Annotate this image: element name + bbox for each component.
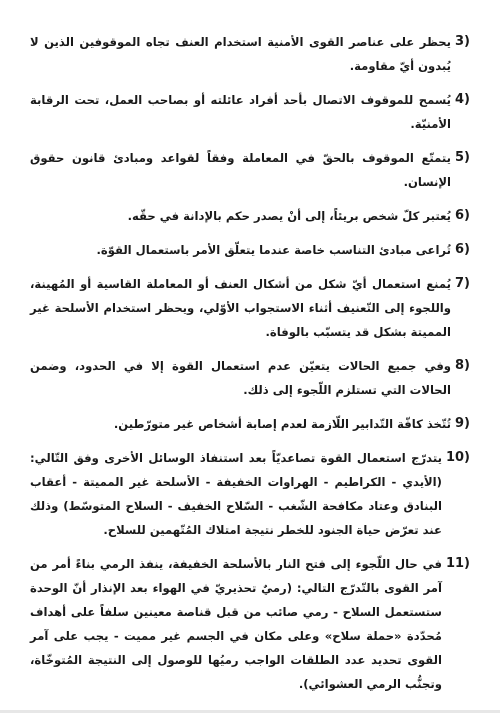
list-item [30,354,470,402]
item-text: يُعتبر كلّ شخص بريئاً، إلى أنْ يصدر حكم بالإدانة في حقّه. [127,209,451,223]
item-number: 7) [455,276,470,291]
item-text: يتمتّع الموقوف بالحقّ في المعاملة وفقاً لقواعد ومبادئ قانون حقوق الإنسان. [30,151,451,189]
item-number: 4) [455,92,470,107]
list-item [30,30,470,78]
item-number: 6) [455,208,470,223]
item-text: يُسمح للموقوف الاتصال بأحد أفراد عائلته أو بصاحب العمل، تحت الرقابة الأمنيّة. [30,93,451,131]
item-text: في حال اللّجوء إلى فتح النار بالأسلحة الخفيفة، ينفذ الرمي بناءً أمر من آمر القوى بالتّدرّج التالي: (رميٌ تحذيريّ في الهواء بعد الإنذار أنّ الوحدة ستستعمل السلاح - رمي صائب من قبل قناصة معينين سلفاً على أهداف مُحدّدة «حملة سلاح» وعلى مكان في الجسم غير مميت - يجب على آمر القوى تحديد عدد الطلقات الواجب رميُها للوصول إلى النتيجة المُتوخّاة، وتجنُّب الرمي العشوائي). [30,557,442,691]
item-number: 3) [455,34,470,49]
item-text: يتدرّج استعمال القوة تصاعديّاً بعد استنفاذ الوسائل الأخرى وفق التّالي: (الأيدي - الكراطيم - الهراوات الخفيفة - الأسلحة غير المميتة - أعقاب البنادق وعتاد مكافحة الشّغب - السّلاح الخفيف - السلاح المتوسّط) وذلك عند تعرّض حياة الجنود للخطر نتيجة امتلاك المُتّهمين للسلاح. [30,451,442,537]
list-item [30,272,470,344]
item-number: 8) [455,358,470,373]
item-text: وفي جميع الحالات يتعيّن عدم استعمال القوة إلا في الحدود، وضمن الحالات التي تستلزم اللّجوء إلى ذلك. [30,359,451,397]
item-text: تُتّخذ كافّة التّدابير اللّازمة لعدم إصابة أشخاص غير متورّطين. [113,417,451,431]
item-number: 10) [445,450,470,465]
list-item [30,552,470,696]
item-number: 11) [445,556,470,571]
document-page [30,30,470,706]
list-item [30,88,470,136]
list-item [30,146,470,194]
item-text: تُراعى مبادئ التناسب خاصة عندما يتعلّق الأمر باستعمال القوّة. [96,243,451,257]
item-text: يحظر على عناصر القوى الأمنية استخدام العنف تجاه الموقوفين الذين لا يُبدون أيّ مقاومة. [30,35,451,73]
list-item [30,238,470,262]
item-text: يُمنع استعمال أيّ شكل من أشكال العنف أو المعاملة القاسية أو المُهينة، واللجوء إلى التّعنيف أثناء الاستجواب الأوّلي، ويحظر استخدام الأسلحة غير المميتة بشكل قد يتسبّب بالوفاة. [30,277,451,339]
item-number: 5) [455,150,470,165]
list-item [30,204,470,228]
item-number: 6) [455,242,470,257]
list-item [30,412,470,436]
list-item [30,446,470,542]
item-number: 9) [455,416,470,431]
